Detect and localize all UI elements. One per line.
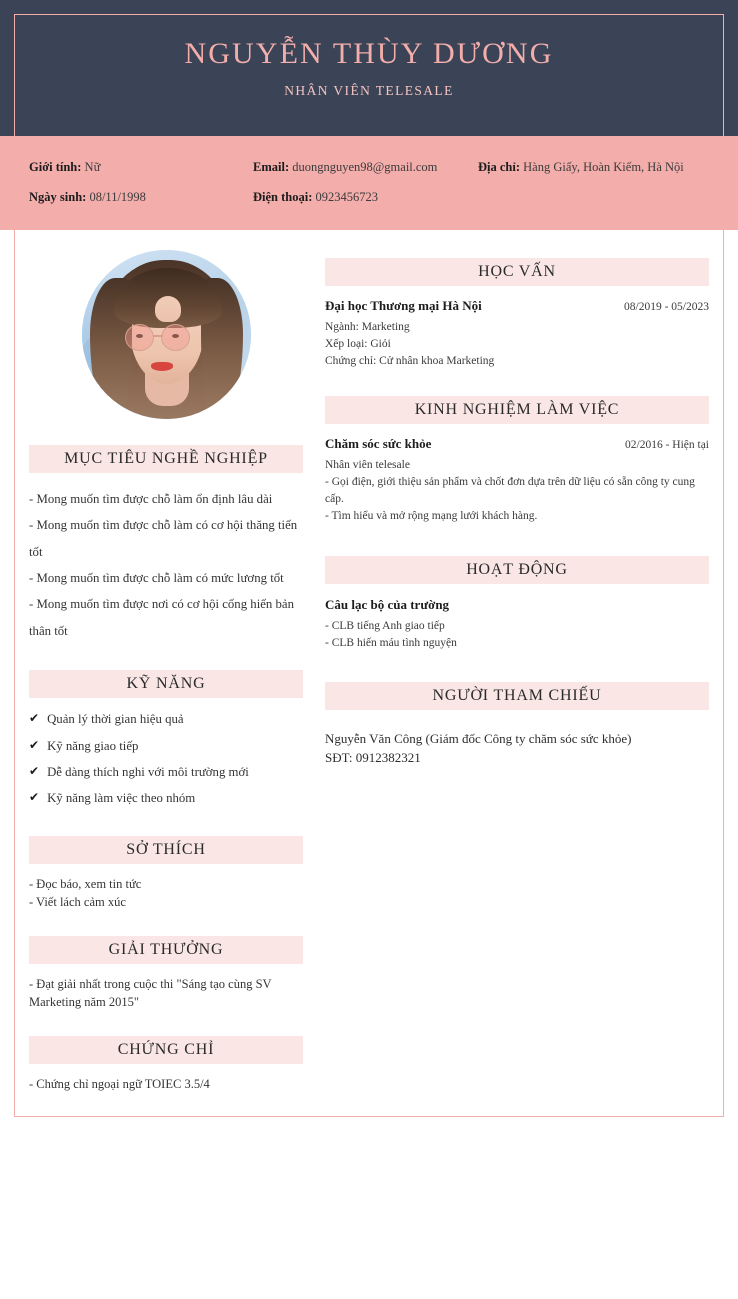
- references-body: [325, 710, 709, 768]
- section-references: [325, 682, 709, 768]
- contact-address: [478, 161, 684, 174]
- header: [0, 0, 738, 136]
- candidate-role: NHÂN VIÊN TELESALE: [284, 82, 454, 98]
- candidate-name: NGUYỄN THÙY DƯƠNG: [184, 37, 554, 71]
- section-title-hobbies: SỞ THÍCH: [29, 836, 303, 864]
- reference-phone: SĐT: 0912382321: [325, 749, 421, 765]
- left-column: [29, 230, 303, 1093]
- photo-lips: [151, 362, 173, 371]
- awards-list: [29, 964, 303, 1012]
- experience-bullet: - Gọi điện, giới thiệu sản phẩm và chốt đơn dựa trên dữ liệu có sẵn công ty cung cấp.: [325, 475, 695, 506]
- objective-item: - Mong muốn tìm được chỗ làm có cơ hội thăng tiến tốt: [29, 518, 298, 559]
- contact-gender: [29, 161, 100, 174]
- check-icon: ✔: [29, 790, 40, 805]
- contact-gender-label: Giới tính:: [29, 160, 82, 174]
- contact-email-label: Email:: [253, 160, 290, 174]
- skill-item: [29, 733, 303, 759]
- certificate-item: - Chứng chỉ ngoại ngữ TOIEC 3.5/4: [29, 1076, 210, 1091]
- objective-item: - Mong muốn tìm được chỗ làm ổn định lâu dài: [29, 492, 273, 506]
- skill-item: [29, 706, 303, 732]
- section-title-certificates: CHỨNG CHỈ: [29, 1036, 303, 1064]
- hobby-item: - Đọc báo, xem tin tức: [29, 876, 142, 891]
- objective-list: [29, 473, 303, 644]
- experience-entry-head: [325, 436, 709, 452]
- contact-email[interactable]: [253, 161, 437, 174]
- contact-phone-value: 0923456723: [315, 190, 378, 204]
- objective-item: - Mong muốn tìm được nơi có cơ hội cống hiến bản thân tốt: [29, 597, 295, 638]
- section-title-awards: GIẢI THƯỞNG: [29, 936, 303, 964]
- education-school: Đại học Thương mại Hà Nội: [325, 298, 482, 313]
- section-objective: [29, 445, 303, 644]
- skill-item: [29, 785, 303, 811]
- experience-position: Nhân viên telesale: [325, 459, 410, 472]
- contact-email-value: duongnguyen98@gmail.com: [292, 160, 438, 174]
- activity-bullet: - CLB tiếng Anh giao tiếp: [325, 619, 445, 632]
- contact-gender-value: Nữ: [84, 160, 101, 174]
- education-entry: [325, 286, 709, 370]
- education-detail: Chứng chỉ: Cử nhân khoa Marketing: [325, 354, 495, 367]
- section-awards: [29, 936, 303, 1012]
- contact-phone-label: Điện thoại:: [253, 190, 313, 204]
- check-icon: ✔: [29, 763, 40, 778]
- hobbies-list: [29, 864, 303, 912]
- activity-club: Câu lạc bộ của trường: [325, 596, 450, 612]
- contact-dob-value: 08/11/1998: [89, 190, 146, 204]
- section-title-skills: KỸ NĂNG: [29, 670, 303, 698]
- section-certificates: [29, 1036, 303, 1094]
- contact-info: [0, 136, 738, 230]
- contact-address-label: Địa chỉ:: [478, 160, 521, 174]
- section-hobbies: [29, 836, 303, 912]
- skill-label: Kỹ năng giao tiếp: [47, 738, 139, 753]
- education-detail: Ngành: Marketing: [325, 321, 410, 333]
- right-column: [325, 230, 709, 768]
- education-date: 08/2019 - 05/2023: [624, 301, 709, 313]
- section-title-activities: HOẠT ĐỘNG: [325, 556, 709, 584]
- cv-body: [0, 230, 738, 1117]
- activities-entry: [325, 584, 709, 653]
- experience-date: 02/2016 - Hiện tại: [625, 439, 709, 452]
- hobby-item: - Viết lách cảm xúc: [29, 895, 126, 910]
- section-title-experience: KINH NGHIỆM LÀM VIỆC: [325, 396, 709, 424]
- skills-list: [29, 698, 303, 811]
- section-skills: [29, 670, 303, 811]
- section-title-objective: MỤC TIÊU NGHỀ NGHIỆP: [29, 445, 303, 473]
- section-title-education: HỌC VẤN: [325, 258, 709, 286]
- section-experience: [325, 396, 709, 525]
- check-icon: ✔: [29, 711, 40, 726]
- objective-item: - Mong muốn tìm được chỗ làm có mức lương tốt: [29, 571, 284, 586]
- section-title-references: NGƯỜI THAM CHIẾU: [325, 682, 709, 710]
- skill-label: Kỹ năng làm việc theo nhóm: [47, 791, 196, 806]
- certificates-list: [29, 1064, 303, 1094]
- photo-glasses-right: [161, 324, 190, 351]
- education-entry-head: [325, 298, 709, 314]
- photo-container: [29, 230, 303, 419]
- skill-label: Quản lý thời gian hiệu quả: [47, 712, 184, 727]
- education-detail: Xếp loại: Giỏi: [325, 337, 391, 350]
- reference-name: Nguyễn Văn Công (Giám đốc Công ty chăm sóc sức khỏe): [325, 731, 632, 747]
- award-item: - Đạt giải nhất trong cuộc thi "Sáng tạo cùng SV Marketing năm 2015": [29, 976, 272, 1010]
- contact-dob-label: Ngày sinh:: [29, 190, 87, 204]
- contact-phone[interactable]: [253, 191, 378, 204]
- photo-glasses-bridge: [153, 335, 163, 337]
- photo-glasses-left: [125, 324, 154, 351]
- experience-company: Chăm sóc sức khỏe: [325, 436, 432, 452]
- skill-label: Dễ dàng thích nghi với môi trường mới: [47, 764, 249, 779]
- portrait-photo: [82, 250, 251, 419]
- experience-bullet: - Tìm hiểu và mở rộng mạng lưới khách hàng.: [325, 510, 538, 523]
- contact-address-value: Hàng Giấy, Hoàn Kiếm, Hà Nội: [523, 160, 684, 174]
- section-activities: [325, 556, 709, 653]
- check-icon: ✔: [29, 737, 40, 752]
- skill-item: [29, 759, 303, 785]
- section-education: [325, 258, 709, 370]
- experience-entry: [325, 424, 709, 525]
- activity-bullet: - CLB hiến máu tình nguyện: [325, 636, 457, 649]
- contact-dob: [29, 191, 146, 204]
